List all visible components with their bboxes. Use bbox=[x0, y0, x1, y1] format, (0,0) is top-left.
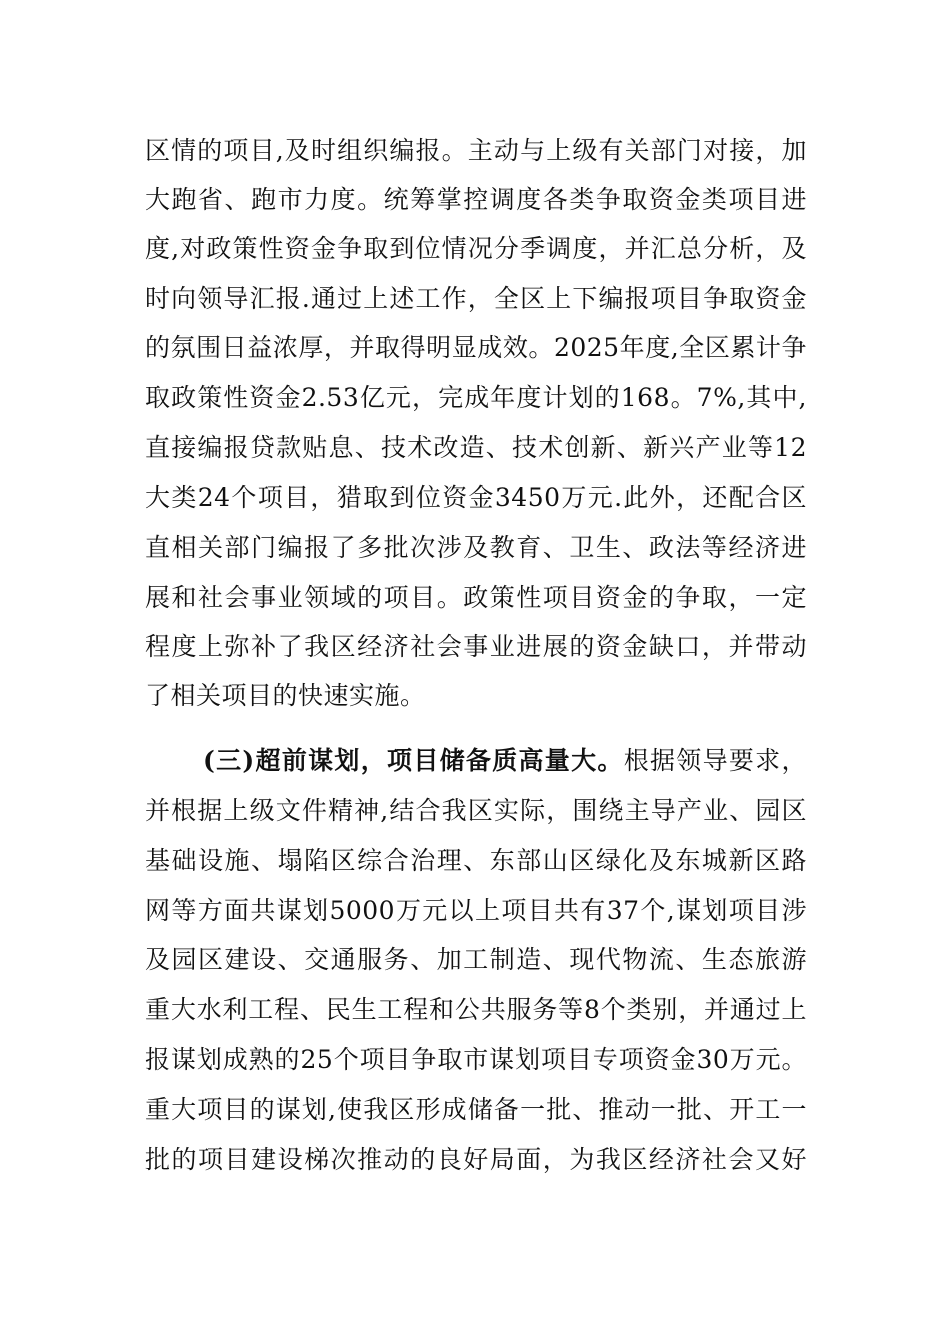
section-heading: (三)超前谋划，项目储备质高量大。 bbox=[203, 746, 624, 775]
text-line: 直相关部门编报了多批次涉及教育、卫生、政法等经济进 bbox=[145, 533, 807, 562]
text-line: 及园区建设、交通服务、加工制造、现代物流、生态旅游 bbox=[145, 945, 807, 974]
text-line bbox=[203, 741, 807, 781]
text-line: 重大项目的谋划,使我区形成储备一批、推动一批、开工一 bbox=[145, 1095, 807, 1124]
text-line: 了相关项目的快速实施。 bbox=[145, 681, 426, 710]
text-line: 大跑省、跑市力度。统筹掌控调度各类争取资金类项目进 bbox=[145, 185, 807, 214]
text-line: 时向领导汇报.通过上述工作，全区上下编报项目争取资金 bbox=[145, 284, 807, 313]
text-line: 重大水利工程、民生工程和公共服务等8个类别，并通过上 bbox=[145, 995, 807, 1024]
text-line: 网等方面共谋划5000万元以上项目共有37个,谋划项目涉 bbox=[145, 896, 807, 925]
text-line: 基础设施、塌陷区综合治理、东部山区绿化及东城新区路 bbox=[145, 846, 807, 875]
text-line: 大类24个项目，猎取到位资金3450万元.此外，还配合区 bbox=[145, 483, 807, 512]
text-line: 区情的项目,及时组织编报。主动与上级有关部门对接，加 bbox=[145, 136, 807, 165]
heading-continuation: 根据领导要求， bbox=[623, 746, 807, 775]
text-line: 的氛围日益浓厚，并取得明显成效。2025年度,全区累计争 bbox=[145, 333, 807, 362]
text-line: 批的项目建设梯次推动的良好局面，为我区经济社会又好 bbox=[145, 1145, 807, 1174]
text-line: 直接编报贷款贴息、技术改造、技术创新、新兴产业等12 bbox=[145, 433, 807, 462]
text-line: 并根据上级文件精神,结合我区实际，围绕主导产业、园区 bbox=[145, 796, 807, 825]
text-line: 取政策性资金2.53亿元，完成年度计划的168。7%,其中, bbox=[145, 383, 807, 412]
text-line: 报谋划成熟的25个项目争取市谋划项目专项资金30万元。 bbox=[145, 1045, 807, 1074]
text-line: 度,对政策性资金争取到位情况分季调度，并汇总分析，及 bbox=[145, 234, 807, 263]
text-line: 展和社会事业领域的项目。政策性项目资金的争取，一定 bbox=[145, 583, 807, 612]
text-line: 程度上弥补了我区经济社会事业进展的资金缺口，并带动 bbox=[145, 632, 807, 661]
